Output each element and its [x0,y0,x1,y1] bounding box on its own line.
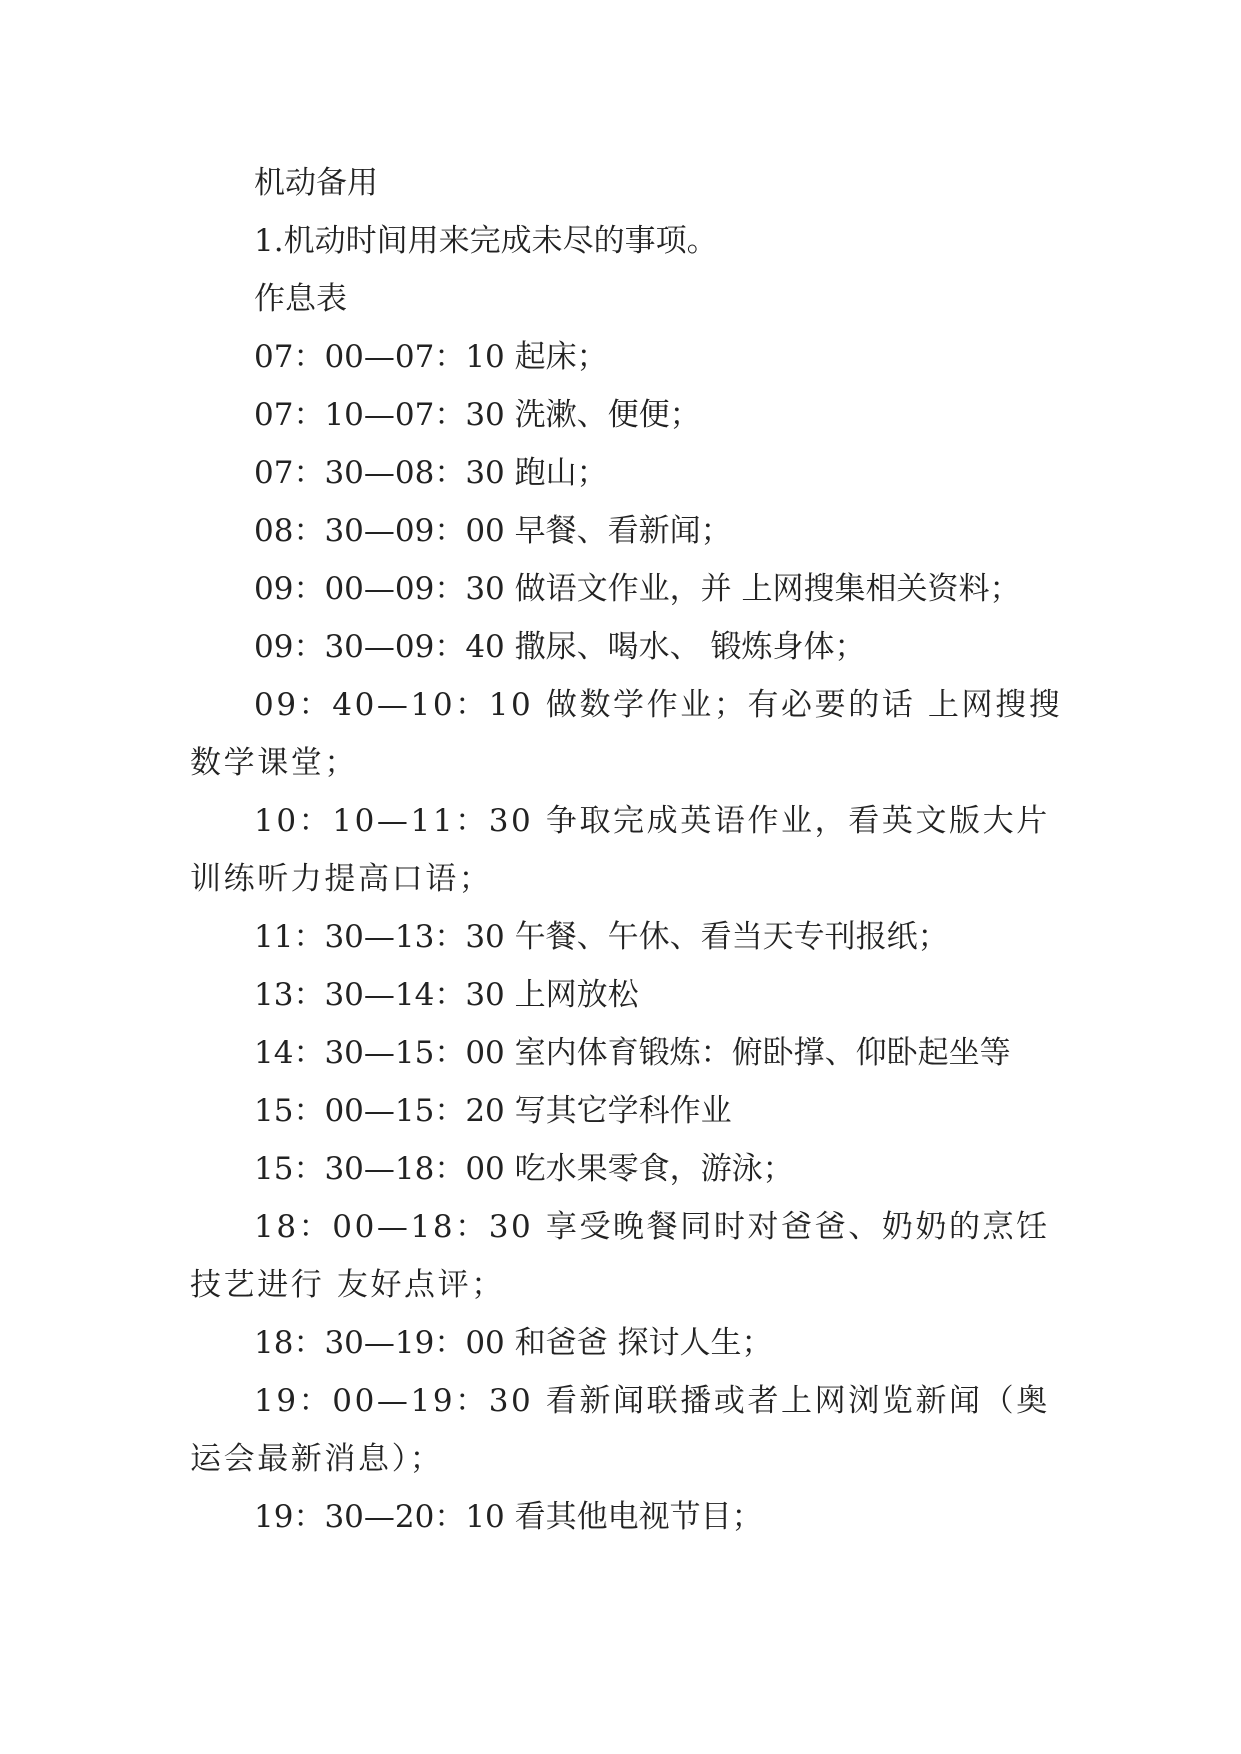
schedule-item: 19：30—20：10 看其他电视节目； [254,1499,763,1535]
schedule-item: 13：30—14：30 上网放松 [254,977,639,1013]
heading-schedule: 作息表 [254,281,347,317]
document-body [190,154,1070,1546]
schedule-item: 09：40—10：10 做数学作业；有必要的话 上网搜搜数学课堂； [190,687,1063,781]
schedule-item: 10：10—11：30 争取完成英语作业，看英文版大片训练听力提高口语； [190,803,1050,897]
schedule-item: 09：30—09：40 撒尿、喝水、 锻炼身体； [254,629,866,665]
schedule-item: 15：00—15：20 写其它学科作业 [254,1093,732,1129]
schedule-item: 07：10—07：30 洗漱、便便； [254,397,701,433]
schedule-item: 19：00—19：30 看新闻联播或者上网浏览新闻（奥运会最新消息）； [190,1383,1050,1477]
schedule-item: 15：30—18：00 吃水果零食，游泳； [254,1151,794,1187]
schedule-item: 14：30—15：00 室内体育锻炼：俯卧撑、仰卧起坐等 [254,1035,1011,1071]
schedule-item: 08：30—09：00 早餐、看新闻； [254,513,732,549]
schedule-item: 18：30—19：00 和爸爸 探讨人生； [254,1325,773,1361]
schedule-item: 11：30—13：30 午餐、午休、看当天专刊报纸； [254,919,949,955]
paragraph-backup-note: 1.机动时间用来完成未尽的事项。 [254,223,718,259]
schedule-item: 07：30—08：30 跑山； [254,455,608,491]
schedule-item: 09：00—09：30 做语文作业，并 上网搜集相关资料； [254,571,1021,607]
schedule-item: 07：00—07：10 起床； [254,339,608,375]
schedule-item: 18：00—18：30 享受晚餐同时对爸爸、奶奶的烹饪技艺进行 友好点评； [190,1209,1050,1303]
heading-backup: 机动备用 [254,165,378,201]
